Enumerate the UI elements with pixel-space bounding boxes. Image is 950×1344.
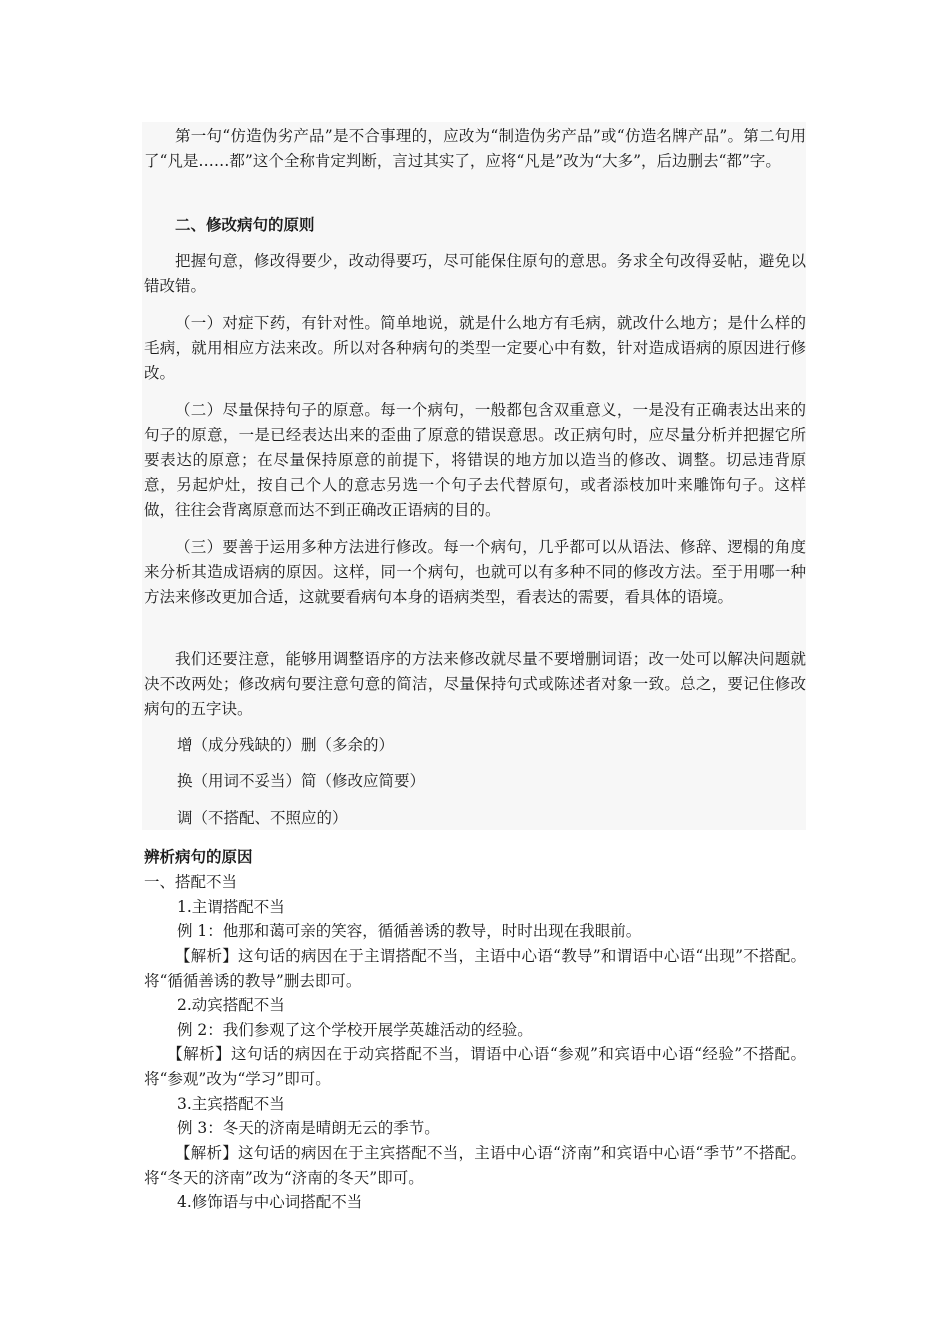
paragraph-intro: 第一句“仿造伪劣产品”是不合事理的，应改为“制造伪劣产品”或“仿造名牌产品”。第二句用了“凡是……都”这个全称肯定判断，言过其实了，应将“凡是”改为“大多”，后边删去“都”字。 <box>144 127 806 170</box>
rule-line-3: 调（不搭配、不照应的） <box>177 809 348 827</box>
rule-line-2: 换（用词不妥当）简（修改应简要） <box>177 772 426 790</box>
rule-line-1: 增（成分残缺的）删（多余的） <box>177 736 395 754</box>
section-title: 辨析病句的原因 <box>144 847 253 866</box>
item-3-title: 3.主宾搭配不当 <box>177 1095 285 1113</box>
paragraph-principle-2: （二）尽量保持句子的原意。每一个病句，一般都包含双重意义，一是没有正确表达出来的句子的原意，一是已经表达出来的歪曲了原意的错误意思。改正病句时，应尽量分析并把握它所要表达的原意；在尽量保持原意的前提下，将错误的地方加以造当的修改、调整。切忌违背原意，另起炉灶，按自己个人的意志另选一个句子去代替原句，或者添枝加叶来雕饰句子。这样做，往往会背离原意而达不到正确改正语病的目的。 <box>144 401 806 519</box>
paragraph-grasp-meaning: 把握句意，修改得要少，改动得要巧，尽可能保住原句的意思。务求全句改得妥帖，避免以错改错。 <box>144 252 806 295</box>
section-subtitle: 一、搭配不当 <box>144 873 238 891</box>
item-3-example: 例 3：冬天的济南是晴朗无云的季节。 <box>177 1119 440 1137</box>
item-1-analysis: 【解析】这句话的病因在于主谓搭配不当，主语中心语“教导”和谓语中心语“出现”不搭配。将“循循善诱的教导”删去即可。 <box>144 947 806 990</box>
item-1-example: 例 1：他那和蔼可亲的笑容，循循善诱的教导，时时出现在我眼前。 <box>177 922 642 940</box>
paragraph-principle-1: （一）对症下药，有针对性。简单地说，就是什么地方有毛病，就改什么地方；是什么样的毛病，就用相应方法来改。所以对各种病句的类型一定要心中有数，针对造成语病的原因进行修改。 <box>144 314 806 382</box>
item-1-title: 1.主谓搭配不当 <box>177 898 285 916</box>
item-2-analysis: 【解析】这句话的病因在于动宾搭配不当，谓语中心语“参观”和宾语中心语“经验”不搭配。将“参观”改为“学习”即可。 <box>144 1045 806 1088</box>
paragraph-principle-3: （三）要善于运用多种方法进行修改。每一个病句，几乎都可以从语法、修辞、逻榻的角度来分析其造成语病的原因。这样，同一个病句，也就可以有多种不同的修改方法。至于用哪一种方法来修改更加合适，这就要看病句本身的语病类型，看表达的需要，看具体的语境。 <box>144 538 806 606</box>
heading-principles: 二、修改病句的原则 <box>175 215 315 234</box>
item-3-analysis: 【解析】这句话的病因在于主宾搭配不当，主语中心语“济南”和宾语中心语“季节”不搭配。将“冬天的济南”改为“济南的冬天”即可。 <box>144 1144 806 1187</box>
item-4-title: 4.修饰语与中心词搭配不当 <box>177 1193 363 1211</box>
paragraph-notice: 我们还要注意，能够用调整语序的方法来修改就尽量不要增删词语；改一处可以解决问题就决不改两处；修改病句要注意句意的简洁，尽量保持句式或陈述者对象一致。总之，要记住修改病句的五字诀。 <box>144 650 806 718</box>
item-2-example: 例 2：我们参观了这个学校开展学英雄活动的经验。 <box>177 1021 533 1039</box>
item-2-title: 2.动宾搭配不当 <box>177 996 285 1014</box>
